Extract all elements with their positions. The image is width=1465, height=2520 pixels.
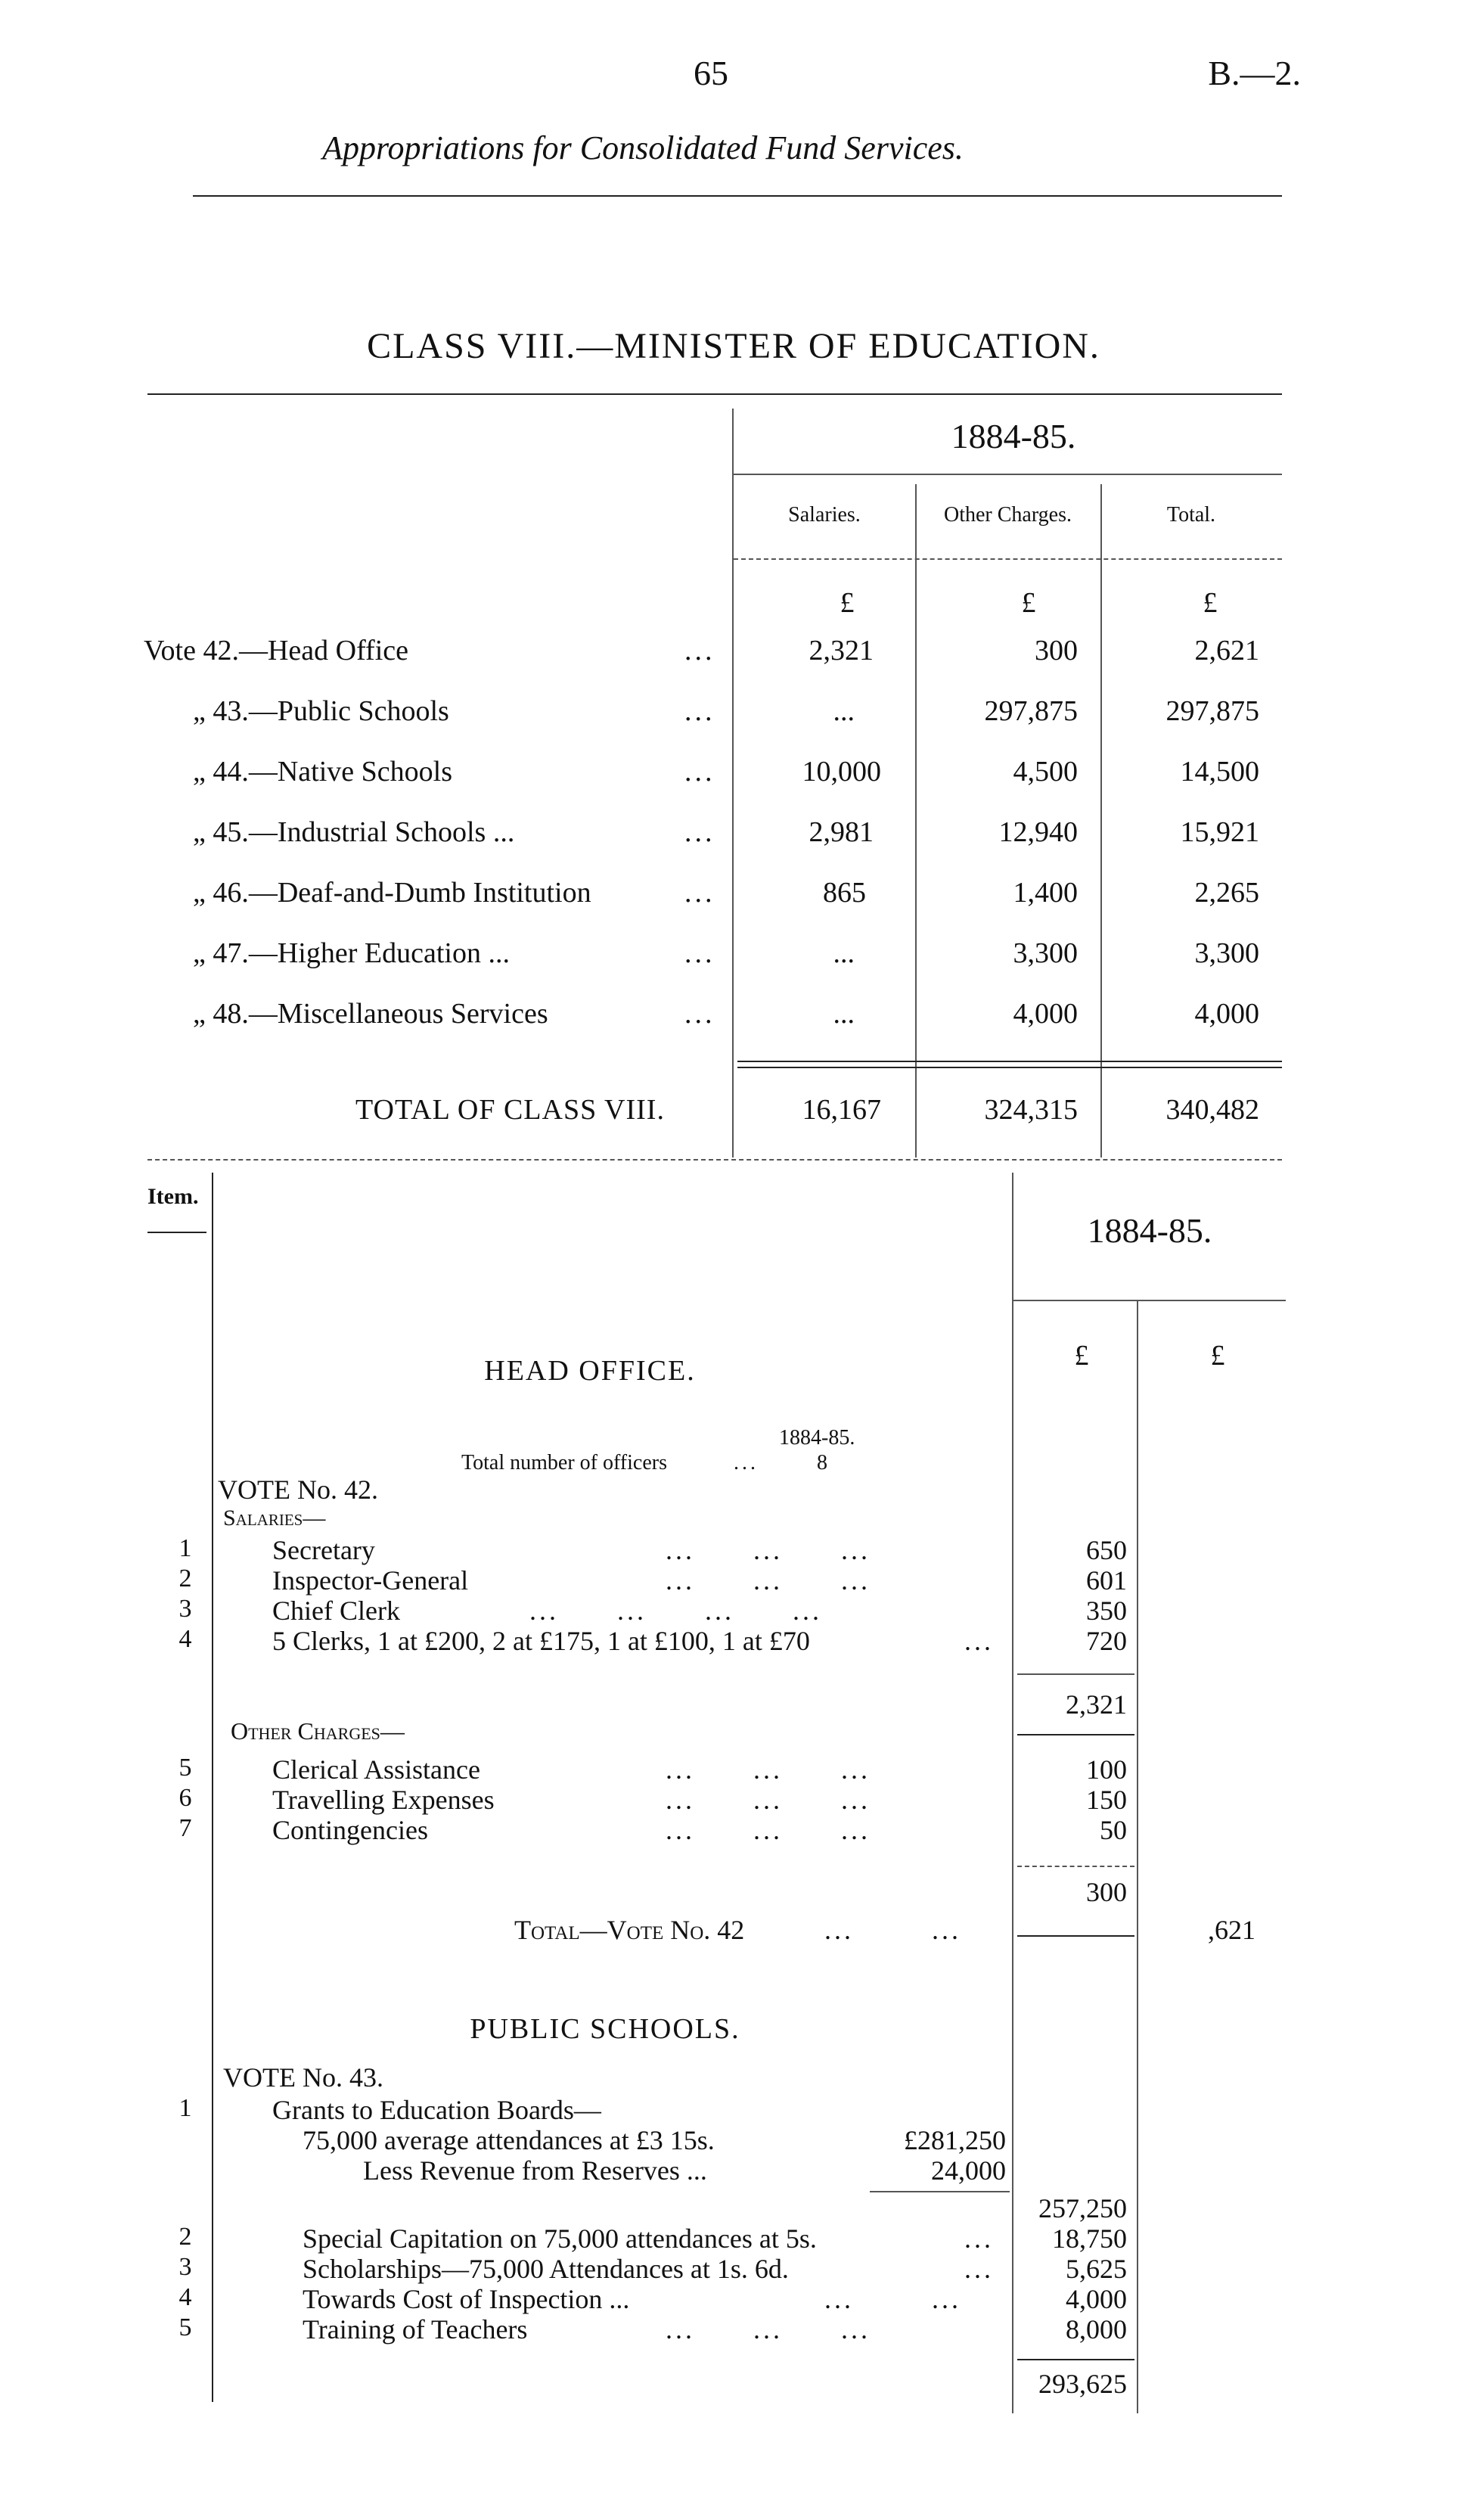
- header-rule: [193, 195, 1282, 197]
- item-label: 5 Clerks, 1 at £200, 2 at £175, 1 at £100, 1 at £70: [272, 1626, 810, 1656]
- row-other-charges: 1,400: [1013, 877, 1078, 909]
- item-amount: 350: [1086, 1596, 1127, 1626]
- row-total: 2,265: [1194, 877, 1259, 909]
- summary-total-double-rule-1: [737, 1061, 1282, 1062]
- item-number: 3: [178, 2253, 192, 2281]
- row-total: 2,621: [1194, 635, 1259, 667]
- item-amount: 18,750: [1052, 2223, 1127, 2254]
- row-other-charges: 297,875: [984, 695, 1078, 727]
- currency-salaries: £: [840, 587, 855, 619]
- head-office-heading: HEAD OFFICE.: [484, 1355, 696, 1387]
- detail-col-divider-2: [1137, 1301, 1138, 2413]
- item-label: Scholarships—75,000 Attendances at 1s. 6d.: [303, 2254, 789, 2284]
- row-salaries: ...: [833, 695, 855, 727]
- item-dots: ...: [964, 1626, 994, 1656]
- item-number: 2: [178, 2223, 192, 2251]
- row-dots: ...: [684, 756, 715, 788]
- item-dots: ... ...: [824, 2284, 961, 2314]
- detail-year-rule: [1013, 1300, 1286, 1301]
- row-other-charges: 12,940: [998, 816, 1078, 848]
- total-salaries: 16,167: [802, 1094, 881, 1126]
- row-salaries: 865: [823, 877, 866, 909]
- other-subtotal: 300: [1086, 1877, 1127, 1907]
- item-amount: 601: [1086, 1565, 1127, 1596]
- officers-year: 1884-85.: [779, 1426, 855, 1450]
- grant-line-1-amount: £281,250: [904, 2125, 1006, 2155]
- item-amount: 5,625: [1066, 2254, 1127, 2284]
- column-header-total: Total.: [1166, 503, 1216, 527]
- grant-net-amount: 257,250: [1038, 2193, 1127, 2223]
- item-label: Chief Clerk: [272, 1596, 400, 1626]
- row-salaries: 2,981: [809, 816, 874, 848]
- vote-42-total-value: ,621: [1208, 1915, 1255, 1945]
- row-salaries: ...: [833, 998, 855, 1030]
- item-label: Special Capitation on 75,000 attendances at 5s.: [303, 2223, 817, 2254]
- class-table-top-rule: [147, 393, 1282, 395]
- row-label: Vote 42.—Head Office: [144, 635, 408, 667]
- row-total: 3,300: [1194, 937, 1259, 969]
- item-number: 1: [178, 2094, 192, 2122]
- page-subtitle: Appropriations for Consolidated Fund Services.: [322, 129, 964, 166]
- item-dots: ... ... ...: [666, 2314, 871, 2344]
- public-subtotal: 293,625: [1038, 2369, 1127, 2399]
- total-total: 340,482: [1165, 1094, 1259, 1126]
- vote-43-heading: VOTE No. 43.: [223, 2062, 383, 2093]
- item-label: Training of Teachers: [303, 2314, 528, 2344]
- currency-other-charges: £: [1021, 587, 1036, 619]
- row-label: „ 44.—Native Schools: [193, 756, 453, 788]
- item-amount: 650: [1086, 1535, 1127, 1565]
- item-number: 5: [178, 2313, 192, 2341]
- item-number: 5: [178, 1754, 192, 1782]
- row-dots: ...: [684, 877, 715, 909]
- grant-net-rule: [870, 2191, 1010, 2192]
- item-number: 1: [178, 1534, 192, 1562]
- row-other-charges: 300: [1035, 635, 1078, 667]
- row-total: 297,875: [1165, 695, 1259, 727]
- item-dots: ... ... ...: [666, 1535, 871, 1565]
- detail-year-heading: 1884-85.: [1087, 1211, 1212, 1250]
- grant-heading: Grants to Education Boards—: [272, 2095, 601, 2125]
- item-amount: 150: [1086, 1785, 1127, 1815]
- item-dots: ... ... ...: [666, 1754, 871, 1785]
- item-label: Secretary: [272, 1535, 375, 1565]
- grant-line-2-amount: 24,000: [931, 2155, 1006, 2186]
- salaries-subtotal-rule: [1017, 1673, 1134, 1675]
- item-label: Towards Cost of Inspection ...: [303, 2284, 630, 2314]
- item-label: Travelling Expenses: [272, 1785, 495, 1815]
- item-amount: 720: [1086, 1626, 1127, 1656]
- detail-col-divider-1: [1012, 1173, 1013, 2413]
- salaries-heading: Salaries—: [223, 1505, 326, 1530]
- row-dots: ...: [684, 998, 715, 1030]
- column-header-other-charges: Other Charges.: [944, 503, 1072, 527]
- item-label: Contingencies: [272, 1815, 428, 1845]
- detail-currency-2: £: [1210, 1340, 1225, 1372]
- salaries-subtotal: 2,321: [1066, 1689, 1127, 1720]
- vote-42-total-label: Total—Vote No. 42: [514, 1915, 745, 1945]
- other-subtotal-rule: [1017, 1866, 1134, 1867]
- detail-left-rule: [212, 1173, 213, 2402]
- page-number: 65: [694, 54, 728, 92]
- public-schools-heading: PUBLIC SCHOOLS.: [470, 2013, 740, 2045]
- vote-42-total-underline: [1017, 1935, 1134, 1937]
- item-dots: ... ... ...: [666, 1565, 871, 1596]
- item-dots: ...: [964, 2223, 994, 2254]
- summary-bottom-rule: [147, 1159, 1282, 1161]
- summary-col-divider-2: [1100, 484, 1102, 1157]
- column-header-salaries: Salaries.: [788, 503, 861, 527]
- item-label: Inspector-General: [272, 1565, 469, 1596]
- item-number: 3: [178, 1595, 192, 1623]
- row-label: „ 48.—Miscellaneous Services: [193, 998, 548, 1030]
- row-dots: ...: [684, 695, 715, 727]
- item-dots: ... ... ...: [666, 1815, 871, 1845]
- row-other-charges: 3,300: [1013, 937, 1078, 969]
- item-number: 2: [178, 1565, 192, 1592]
- row-label: „ 46.—Deaf-and-Dumb Institution: [193, 877, 591, 909]
- row-dots: ...: [684, 816, 715, 848]
- item-dots: ...: [964, 2254, 994, 2284]
- summary-col-divider-1: [915, 484, 917, 1157]
- item-column-header: Item.: [147, 1184, 199, 1209]
- salaries-subtotal-underline: [1017, 1734, 1134, 1735]
- officers-dots: ...: [734, 1451, 759, 1474]
- officers-label: Total number of officers: [461, 1451, 667, 1474]
- item-amount: 100: [1086, 1754, 1127, 1785]
- row-label: „ 47.—Higher Education ...: [193, 937, 510, 969]
- row-dots: ...: [684, 635, 715, 667]
- row-total: 14,500: [1180, 756, 1259, 788]
- row-dots: ...: [684, 937, 715, 969]
- row-label: „ 45.—Industrial Schools ...: [193, 816, 515, 848]
- item-number: 4: [178, 1625, 192, 1653]
- detail-currency-1: £: [1074, 1340, 1089, 1372]
- row-label: „ 43.—Public Schools: [193, 695, 449, 727]
- item-amount: 8,000: [1066, 2314, 1127, 2344]
- row-total: 15,921: [1180, 816, 1259, 848]
- row-total: 4,000: [1194, 998, 1259, 1030]
- item-header-rule: [147, 1232, 206, 1233]
- grant-line-2-label: Less Revenue from Reserves ...: [363, 2155, 707, 2186]
- item-label: Clerical Assistance: [272, 1754, 480, 1785]
- grant-line-1-label: 75,000 average attendances at £3 15s.: [303, 2125, 715, 2155]
- currency-total: £: [1203, 587, 1218, 619]
- item-number: 7: [178, 1814, 192, 1842]
- row-salaries: ...: [833, 937, 855, 969]
- summary-total-double-rule-2: [737, 1067, 1282, 1068]
- item-dots: ... ... ...: [666, 1785, 871, 1815]
- row-other-charges: 4,500: [1013, 756, 1078, 788]
- item-amount: 50: [1100, 1815, 1127, 1845]
- item-number: 6: [178, 1784, 192, 1812]
- row-other-charges: 4,000: [1013, 998, 1078, 1030]
- other-charges-heading: Other Charges—: [231, 1717, 405, 1745]
- item-dots: ... ... ... ...: [529, 1596, 822, 1626]
- summary-header-rule: [734, 558, 1282, 560]
- officers-count: 8: [817, 1451, 827, 1474]
- summary-year-rule: [734, 474, 1282, 475]
- vote-42-total-dots: ... ...: [824, 1915, 961, 1945]
- public-subtotal-rule: [1017, 2359, 1134, 2360]
- row-salaries: 2,321: [809, 635, 874, 667]
- item-amount: 4,000: [1066, 2284, 1127, 2314]
- class-title: CLASS VIII.—MINISTER OF EDUCATION.: [367, 326, 1100, 366]
- vote-42-heading: VOTE No. 42.: [218, 1474, 378, 1505]
- section-reference: B.—2.: [1208, 54, 1301, 92]
- summary-year-heading: 1884-85.: [951, 417, 1076, 455]
- total-other-charges: 324,315: [984, 1094, 1078, 1126]
- row-salaries: 10,000: [802, 756, 881, 788]
- item-number: 4: [178, 2283, 192, 2311]
- total-label: TOTAL OF CLASS VIII.: [355, 1094, 665, 1126]
